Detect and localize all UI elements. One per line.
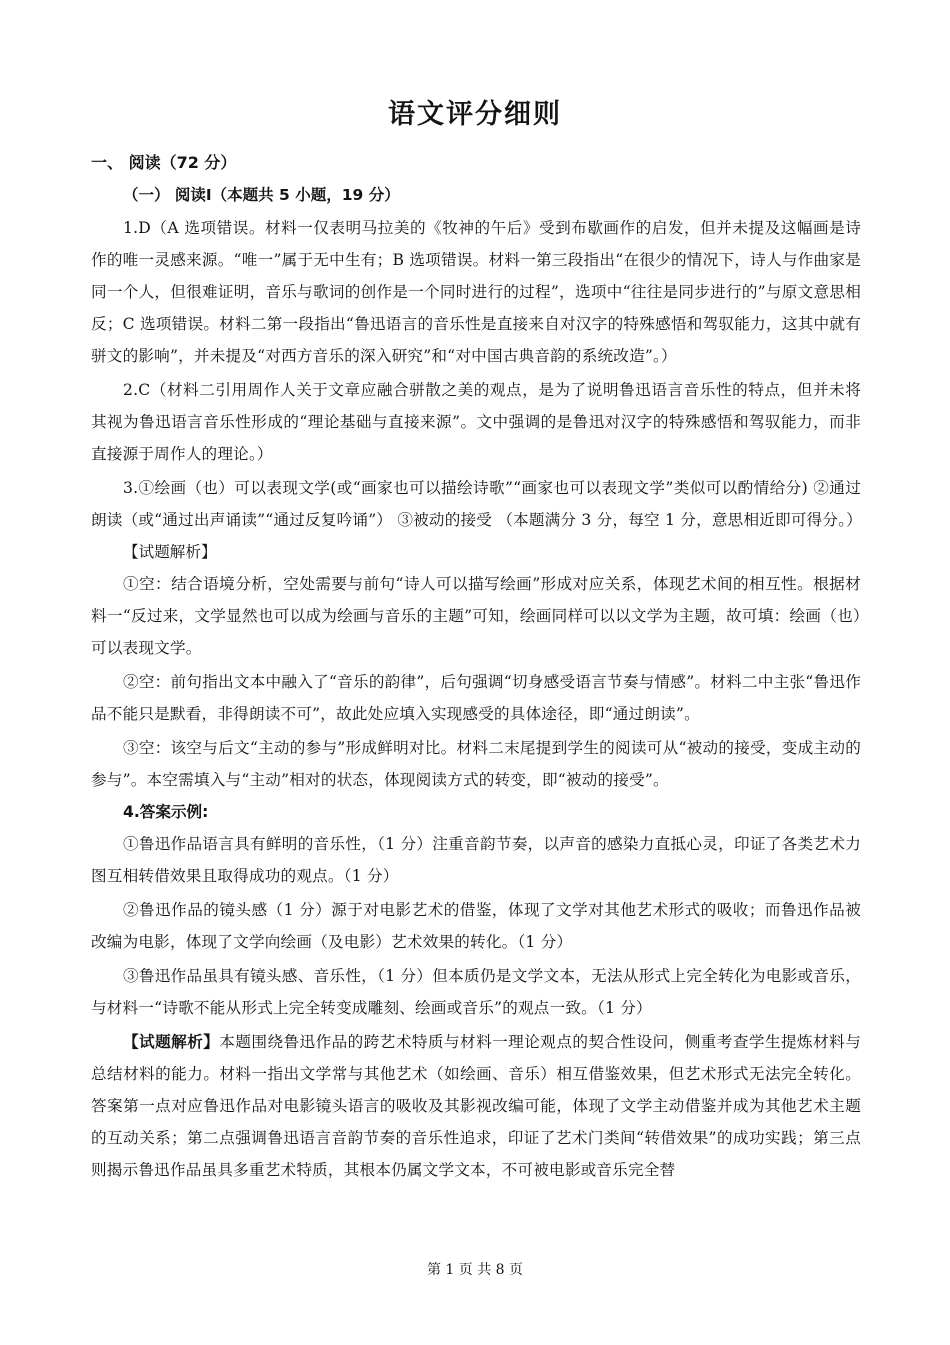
analysis-blank-1: ①空：结合语境分析，空处需要与前句“诗人可以描写绘画”形成对应关系，体现艺术间的相互性。根据材料一“反过来，文学显然也可以成为绘画与音乐的主题”可知，绘画同样可以以文学为主题，故可填：绘画（也）可以表现文学。 <box>91 575 861 657</box>
analysis-blank-2: ②空：前句指出文本中融入了“音乐的韵律”，后句强调“切身感受语言节奏与情感”。材料二中主张“鲁迅作品不能只是默看，非得朗读不可”，故此处应填入实现感受的具体途径，即“通过朗读”。 <box>91 673 861 723</box>
answer-q4-point-3: ③鲁迅作品虽具有镜头感、音乐性，（1 分）但本质仍是文学文本，无法从形式上完全转化为电影或音乐，与材料一“诗歌不能从形式上完全转变成雕刻、绘画或音乐”的观点一致。（1 分） <box>91 967 861 1017</box>
analysis-q4-text: 本题围绕鲁迅作品的跨艺术特质与材料一理论观点的契合性设问，侧重考查学生提炼材料与总结材料的能力。材料一指出文学常与其他艺术（如绘画、音乐）相互借鉴效果，但艺术形式无法完全转化。答案第一点对应鲁迅作品对电影镜头语言的吸收及其影视改编可能，体现了文学主动借鉴并成为其他艺术主题的互动关系；第二点强调鲁迅语言音韵节奏的音乐性追求，印证了艺术门类间“转借效果”的成功实践；第三点则揭示鲁迅作品虽具多重艺术特质，其根本仍属文学文本，不可被电影或音乐完全替 <box>91 1033 861 1179</box>
analysis-label-q4: 【试题解析】 <box>123 1033 220 1051</box>
analysis-blank-3: ③空：该空与后文“主动的参与”形成鲜明对比。材料二末尾提到学生的阅读可从“被动的接受，变成主动的参与”。本空需填入与“主动”相对的状态，体现阅读方式的转变，即“被动的接受”。 <box>91 739 861 789</box>
page-footer: 第 1 页 共 8 页 <box>426 1262 524 1278</box>
answer-q4-label: 4.答案示例: <box>123 803 209 821</box>
answer-q2: 2.C（材料二引用周作人关于文章应融合骈散之美的观点，是为了说明鲁迅语言音乐性的特点，但并未将其视为鲁迅语言音乐性形成的“理论基础与直接来源”。文中强调的是鲁迅对汉字的特殊感悟和驾驭能力，而非直接源于周作人的理论。） <box>91 381 861 463</box>
analysis-q4 <box>91 1026 861 1186</box>
answer-q1: 1.D（A 选项错误。材料一仅表明马拉美的《牧神的午后》受到布歇画作的启发，但并未提及这幅画是诗作的唯一灵感来源。“唯一”属于无中生有；B 选项错误。材料一第三段指出“在很少的情况下，诗人与作曲家是同一个人，但很难证明，音乐与歌词的创作是一个同时进行的过程”，选项中“往往是同步进行的”与原文意思相反；C 选项错误。材料二第一段指出“鲁迅语言的音乐性是直接来自对汉字的特殊感悟和驾驭能力，这其中就有骈文的影响”，并未提及“对西方音乐的深入研究”和“对中国古典音韵的系统改造”。） <box>91 219 861 365</box>
subsection-heading-reading-1: （一） 阅读Ⅰ（本题共 5 小题，19 分） <box>123 186 400 204</box>
answer-q3: 3.①绘画（也）可以表现文学(或“画家也可以描绘诗歌”“画家也可以表现文学”类似可以酌情给分) ②通过朗读（或“通过出声诵读”“通过反复吟诵”） ③被动的接受 （本题满分 3 分，每空 1 分，意思相近即可得分。） <box>91 479 862 529</box>
section-heading-reading: 一、 阅读（72 分） <box>91 153 237 172</box>
document-body <box>91 148 861 1186</box>
answer-q4-point-1: ①鲁迅作品语言具有鲜明的音乐性，（1 分）注重音韵节奏，以声音的感染力直抵心灵，印证了各类艺术力图互相转借效果且取得成功的观点。（1 分） <box>91 835 861 885</box>
answer-q4-point-2: ②鲁迅作品的镜头感（1 分）源于对电影艺术的借鉴，体现了文学对其他艺术形式的吸收；而鲁迅作品被改编为电影，体现了文学向绘画（及电影）艺术效果的转化。（1 分） <box>91 901 861 951</box>
page-title: 语文评分细则 <box>388 99 562 130</box>
analysis-label-q3: 【试题解析】 <box>123 543 217 561</box>
